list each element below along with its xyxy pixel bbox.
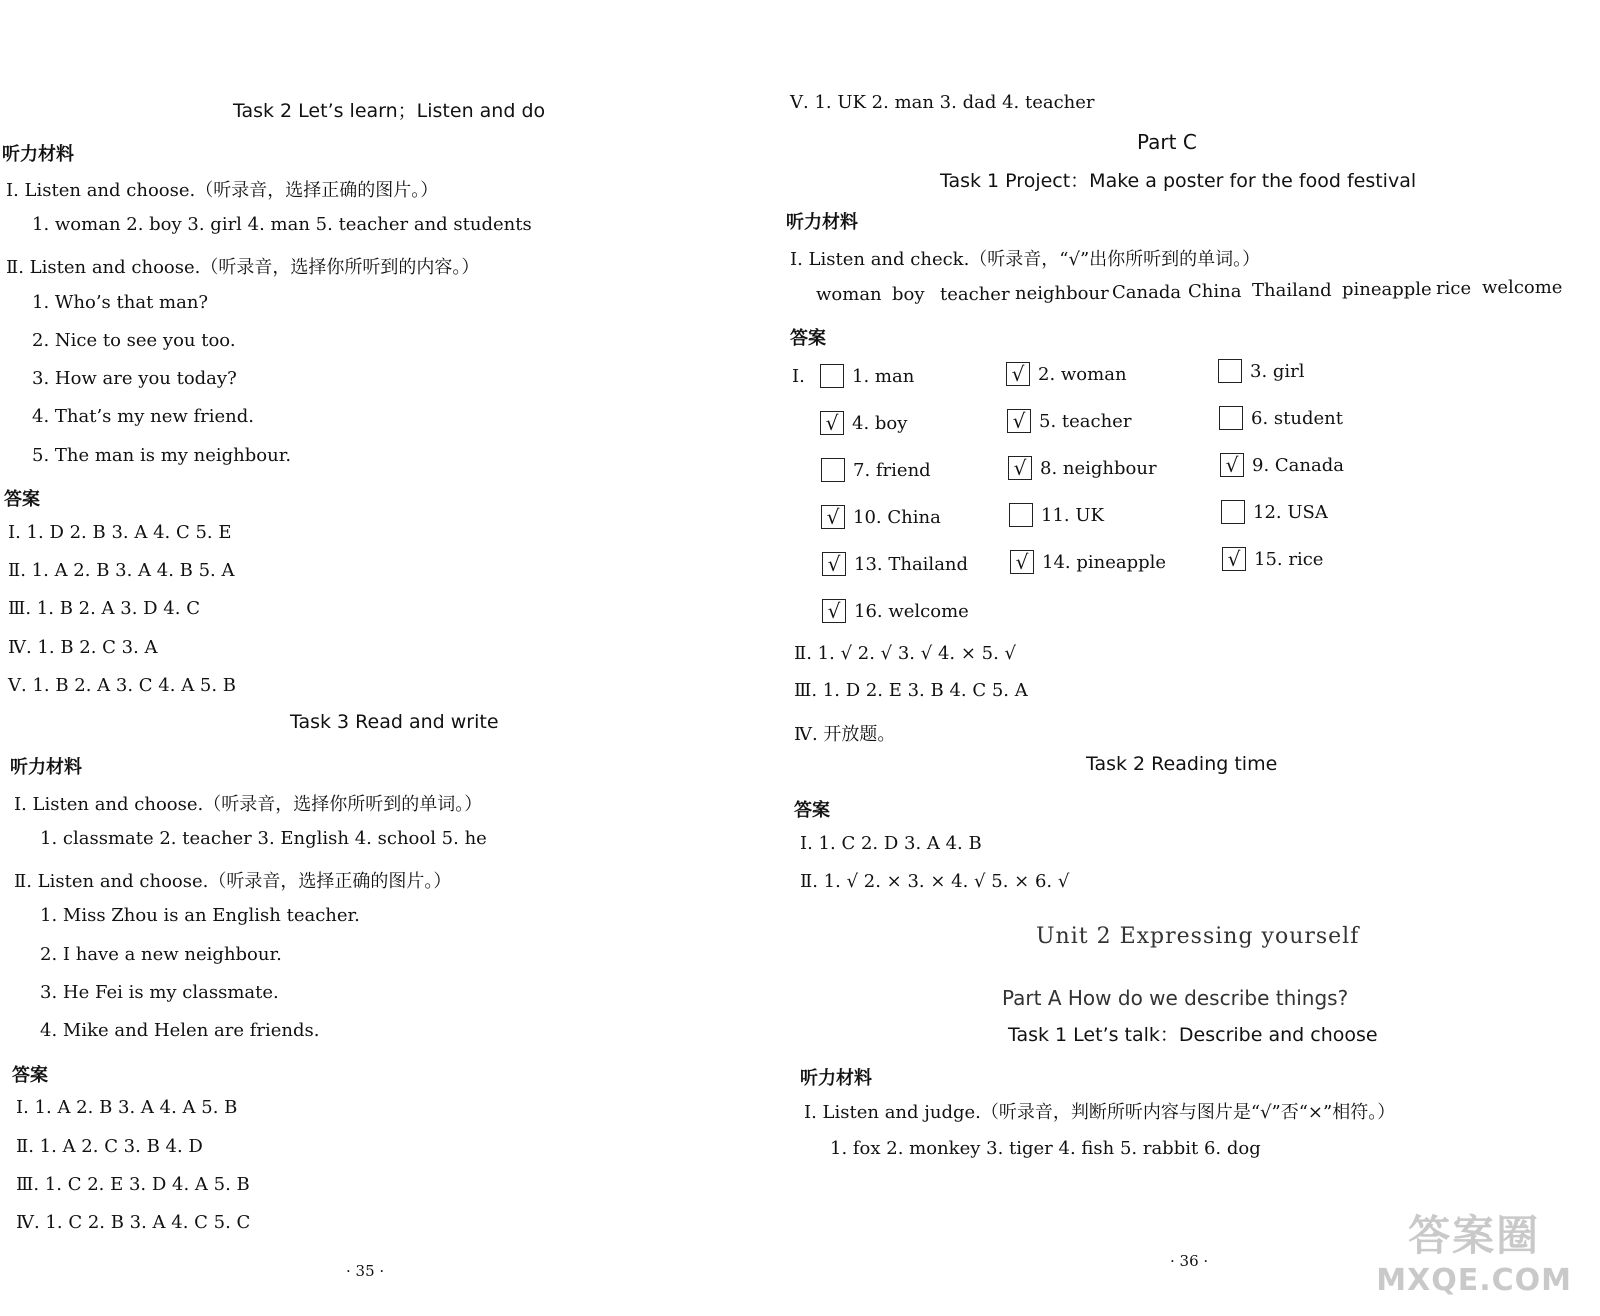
word-items: 1. woman 2. boy 3. girl 4. man 5. teacher and students	[32, 214, 532, 235]
check-item	[1006, 362, 1127, 386]
sentence-line: 3. He Fei is my classmate.	[40, 982, 279, 1003]
section-title: Ⅰ. Listen and judge.（听录音，判断所听内容与图片是“√”否“×”相符。）	[804, 1102, 1396, 1123]
word-neighbour: neighbour	[1015, 283, 1109, 304]
check-label: 8. neighbour	[1040, 457, 1157, 479]
word-rice: rice	[1436, 278, 1472, 299]
check-item	[821, 505, 941, 529]
unit-title: Unit 2 Expressing yourself	[1036, 924, 1360, 949]
answer-line: Ⅳ. 1. B 2. C 3. A	[8, 637, 158, 658]
check-label: 11. UK	[1041, 504, 1104, 526]
watermark-logo: 答案圈	[1408, 1211, 1541, 1260]
task1-heading: Task 1 Project：Make a poster for the food festival	[940, 170, 1417, 192]
answer-line: Ⅱ. 1. A 2. B 3. A 4. B 5. A	[8, 560, 235, 581]
word-items: 1. fox 2. monkey 3. tiger 4. fish 5. rabbit 6. dog	[830, 1138, 1261, 1159]
section-title: Ⅱ. Listen and choose.（听录音，选择正确的图片。）	[14, 871, 452, 892]
check-label: 2. woman	[1038, 363, 1127, 385]
check-item	[1219, 406, 1343, 430]
check-item	[822, 599, 969, 623]
checkbox	[821, 458, 845, 482]
check-label: 6. student	[1251, 407, 1343, 429]
task2-heading: Task 2 Reading time	[1086, 753, 1278, 775]
task2-heading: Task 2 Let’s learn；Listen and do	[233, 100, 546, 122]
watermark-url: MXQE.COM	[1376, 1263, 1572, 1298]
answer-line: Ⅴ. 1. B 2. A 3. C 4. A 5. B	[8, 675, 237, 696]
answer-label: 答案	[4, 489, 40, 510]
checkbox: √	[822, 552, 846, 576]
checkbox: √	[820, 411, 844, 435]
right-page	[786, 0, 1600, 1316]
answer-line: Ⅳ. 1. C 2. B 3. A 4. C 5. C	[16, 1212, 251, 1233]
checkbox: √	[821, 505, 845, 529]
check-item	[821, 458, 931, 482]
check-item	[1010, 550, 1166, 574]
word-thailand: Thailand	[1252, 280, 1332, 301]
page-number: · 35 ·	[346, 1262, 385, 1280]
checkbox: √	[1006, 362, 1030, 386]
check-item	[822, 552, 968, 576]
sentence-line: 3. How are you today?	[32, 368, 237, 389]
checkbox: √	[1007, 409, 1031, 433]
word-teacher: teacher	[940, 284, 1010, 305]
answer-label: 答案	[12, 1065, 48, 1086]
check-label: 9. Canada	[1252, 454, 1344, 476]
part-c-heading: Part C	[1137, 130, 1197, 154]
sentence-line: 4. That’s my new friend.	[32, 406, 254, 427]
page-number: · 36 ·	[1170, 1252, 1209, 1270]
checkbox: √	[1222, 547, 1246, 571]
check-label: 10. China	[853, 506, 941, 528]
sentence-line: 2. Nice to see you too.	[32, 330, 236, 351]
sentence-line: 1. Miss Zhou is an English teacher.	[40, 905, 360, 926]
checkbox: √	[1010, 550, 1034, 574]
word-canada: Canada	[1112, 282, 1182, 303]
listening-label: 听力材料	[10, 757, 82, 778]
check-label: 14. pineapple	[1042, 551, 1167, 573]
section-title: Ⅰ. Listen and check.（听录音，“√”出你所听到的单词。）	[790, 249, 1261, 270]
check-item	[1221, 500, 1328, 524]
task1b-heading: Task 1 Let’s talk：Describe and choose	[1008, 1024, 1378, 1046]
task3-heading: Task 3 Read and write	[290, 711, 499, 733]
check-label: 3. girl	[1250, 360, 1305, 382]
checkbox	[1009, 503, 1033, 527]
checkbox	[1221, 500, 1245, 524]
answer-line: Ⅱ. 1. √ 2. × 3. × 4. √ 5. × 6. √	[800, 871, 1070, 892]
roman-numeral: Ⅰ.	[792, 366, 805, 387]
part-a-heading: Part A How do we describe things?	[1002, 986, 1349, 1010]
sentence-line: 1. Who’s that man?	[32, 292, 209, 313]
section-title: Ⅰ. Listen and choose.（听录音，选择你所听到的单词。）	[14, 794, 483, 815]
check-item	[1007, 409, 1131, 433]
check-label: 12. USA	[1253, 501, 1328, 523]
checkbox: √	[822, 599, 846, 623]
checkbox	[1218, 359, 1242, 383]
check-item	[1008, 456, 1157, 480]
answer-line: Ⅰ. 1. A 2. B 3. A 4. A 5. B	[16, 1097, 238, 1118]
check-label: 7. friend	[853, 459, 931, 481]
checkbox	[1219, 406, 1243, 430]
checkbox: √	[1008, 456, 1032, 480]
left-page	[0, 0, 790, 1316]
check-label: 4. boy	[852, 412, 908, 434]
sentence-line: 2. I have a new neighbour.	[40, 944, 282, 965]
section-title: Ⅰ. Listen and choose.（听录音，选择正确的图片。）	[6, 180, 439, 201]
answer-line: Ⅲ. 1. B 2. A 3. D 4. C	[8, 598, 200, 619]
check-item	[1220, 453, 1344, 477]
sentence-line: 4. Mike and Helen are friends.	[40, 1020, 320, 1041]
answer-line: Ⅳ. 开放题。	[794, 724, 896, 745]
check-label: 13. Thailand	[854, 553, 969, 575]
answer-line: Ⅰ. 1. C 2. D 3. A 4. B	[800, 833, 982, 854]
watermark	[1376, 1203, 1572, 1298]
answer-label: 答案	[794, 800, 830, 821]
word-items: 1. classmate 2. teacher 3. English 4. school 5. he	[40, 828, 487, 849]
check-label: 5. teacher	[1039, 410, 1132, 432]
answer-line: Ⅴ. 1. UK 2. man 3. dad 4. teacher	[790, 92, 1095, 113]
answer-line: Ⅲ. 1. C 2. E 3. D 4. A 5. B	[16, 1174, 250, 1195]
section-title: Ⅱ. Listen and choose.（听录音，选择你所听到的内容。）	[6, 257, 480, 278]
answer-line: Ⅱ. 1. √ 2. √ 3. √ 4. × 5. √	[794, 643, 1017, 664]
answer-line: Ⅲ. 1. D 2. E 3. B 4. C 5. A	[794, 680, 1028, 701]
checkbox	[820, 364, 844, 388]
word-china: China	[1188, 281, 1242, 302]
listening-label: 听力材料	[786, 212, 858, 233]
listening-label: 听力材料	[2, 144, 74, 165]
word-woman: woman	[816, 284, 882, 305]
word-boy: boy	[892, 284, 925, 305]
check-label: 16. welcome	[854, 600, 969, 622]
check-label: 15. rice	[1254, 548, 1324, 570]
check-item	[1009, 503, 1104, 527]
sentence-line: 5. The man is my neighbour.	[32, 445, 292, 466]
answer-line: Ⅱ. 1. A 2. C 3. B 4. D	[16, 1136, 203, 1157]
answer-label: 答案	[790, 328, 826, 349]
check-label: 1. man	[852, 365, 915, 387]
check-item	[820, 364, 914, 388]
checkbox: √	[1220, 453, 1244, 477]
check-item	[1218, 359, 1305, 383]
answer-line: Ⅰ. 1. D 2. B 3. A 4. C 5. E	[8, 522, 232, 543]
check-item	[820, 411, 907, 435]
listening-label: 听力材料	[800, 1068, 872, 1089]
word-welcome: welcome	[1482, 277, 1563, 298]
word-pineapple: pineapple	[1342, 279, 1432, 300]
check-item	[1222, 547, 1323, 571]
